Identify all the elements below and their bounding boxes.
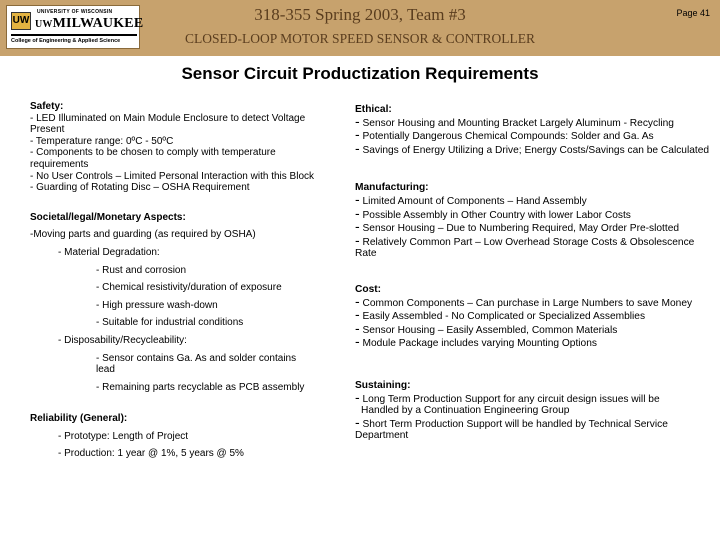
manufacturing-heading: Manufacturing: bbox=[355, 182, 429, 194]
safety-item: - Guarding of Rotating Disc – OSHA Requirement bbox=[30, 182, 250, 194]
project-title: CLOSED-LOOP MOTOR SPEED SENSOR & CONTROLLER bbox=[185, 31, 535, 46]
degradation-label: - Material Degradation: bbox=[58, 246, 160, 258]
bullet: - bbox=[355, 292, 360, 309]
bullet: - bbox=[355, 306, 360, 323]
sustaining-item-continued: Handled by a Continuation Engineering Group bbox=[361, 405, 570, 417]
cost-item: - Common Components – Can purchase in Large Numbers to save Money bbox=[355, 292, 693, 309]
course-title: 318-355 Spring 2003, Team #3 bbox=[254, 5, 466, 24]
bullet: - bbox=[355, 139, 360, 156]
cost-item: - Easily Assembled - No Complicated or Specialized Assemblies bbox=[355, 306, 646, 323]
ethical-item: - Savings of Energy Utilizing a Drive; Energy Costs/Savings can be Calculated bbox=[355, 139, 710, 156]
logo-name-main: MILWAUKEE bbox=[52, 16, 144, 31]
disposability-label: - Disposability/Recycleability: bbox=[58, 334, 187, 346]
manufacturing-item: - Sensor Housing – Due to Numbering Required, May Order Pre-slotted bbox=[355, 218, 680, 235]
bullet: - bbox=[355, 333, 360, 350]
cost-heading: Cost: bbox=[355, 283, 382, 295]
bullet: - bbox=[355, 231, 360, 248]
disposability-item: - Remaining parts recyclable as PCB assembly bbox=[96, 381, 305, 393]
bullet: - bbox=[355, 112, 360, 129]
uw-mark-icon: UW bbox=[11, 12, 31, 30]
right-column bbox=[355, 104, 715, 442]
safety-item: - LED Illuminated on Main Module Enclosure to detect Voltage Present bbox=[30, 112, 306, 136]
safety-item: - No User Controls – Limited Personal Interaction with this Block bbox=[30, 170, 315, 182]
safety-heading: Safety: bbox=[30, 101, 64, 112]
logo-college-text: College of Engineering & Applied Science bbox=[11, 38, 121, 44]
manufacturing-item: - Limited Amount of Components – Hand Assembly bbox=[355, 190, 587, 207]
bullet: - bbox=[355, 204, 360, 221]
degradation-item: - Suitable for industrial conditions bbox=[96, 317, 244, 329]
societal-heading: Societal/legal/Monetary Aspects: bbox=[30, 211, 186, 223]
bullet: - bbox=[355, 126, 360, 143]
bullet: - bbox=[355, 218, 360, 235]
reliability-item: - Prototype: Length of Project bbox=[58, 430, 189, 442]
ethical-item: - Potentially Dangerous Chemical Compounds: Solder and Ga. As bbox=[355, 126, 654, 143]
slide-title: Sensor Circuit Productization Requirements bbox=[181, 64, 539, 83]
sustaining-item: - Long Term Production Support for any circuit design issues will be bbox=[355, 388, 660, 405]
cost-item: - Sensor Housing – Easily Assembled, Common Materials bbox=[355, 319, 618, 336]
safety-item: - Temperature range: 0ºC - 50ºC bbox=[30, 135, 174, 147]
logo-name-prefix: UW bbox=[35, 19, 53, 30]
degradation-item: - Rust and corrosion bbox=[96, 264, 187, 276]
manufacturing-item: - Relatively Common Part – Low Overhead Storage Costs & Obsolescence Rate bbox=[355, 231, 695, 260]
manufacturing-item: - Possible Assembly in Other Country with lower Labor Costs bbox=[355, 204, 631, 221]
reliability-item: - Production: 1 year @ 1%, 5 years @ 5% bbox=[58, 448, 244, 460]
disposability-item: - Sensor contains Ga. As and solder contains lead bbox=[96, 352, 297, 376]
cost-item: - Module Package includes varying Mounting Options bbox=[355, 333, 597, 350]
degradation-item: - Chemical resistivity/duration of exposure bbox=[96, 282, 282, 294]
header-banner bbox=[0, 0, 720, 56]
left-column bbox=[30, 101, 315, 460]
sustaining-heading: Sustaining: bbox=[355, 379, 411, 391]
ethical-heading: Ethical: bbox=[355, 104, 392, 115]
bullet: - bbox=[355, 388, 360, 405]
ethical-item: - Sensor Housing and Mounting Bracket Largely Aluminum - Recycling bbox=[355, 112, 674, 129]
reliability-heading: Reliability (General): bbox=[30, 413, 128, 425]
bullet: - bbox=[355, 413, 360, 430]
societal-intro: -Moving parts and guarding (as required by OSHA) bbox=[30, 229, 256, 241]
sustaining-item: - Short Term Production Support will be handled by Technical Service Department bbox=[355, 413, 668, 442]
bullet: - bbox=[355, 190, 360, 207]
bullet: - bbox=[355, 319, 360, 336]
degradation-item: - High pressure wash-down bbox=[96, 299, 218, 311]
page-number: Page 41 bbox=[676, 8, 710, 18]
logo-university-text: UNIVERSITY OF WISCONSIN bbox=[37, 9, 113, 15]
safety-item: - Components to be chosen to comply with temperature requirements bbox=[30, 147, 276, 170]
